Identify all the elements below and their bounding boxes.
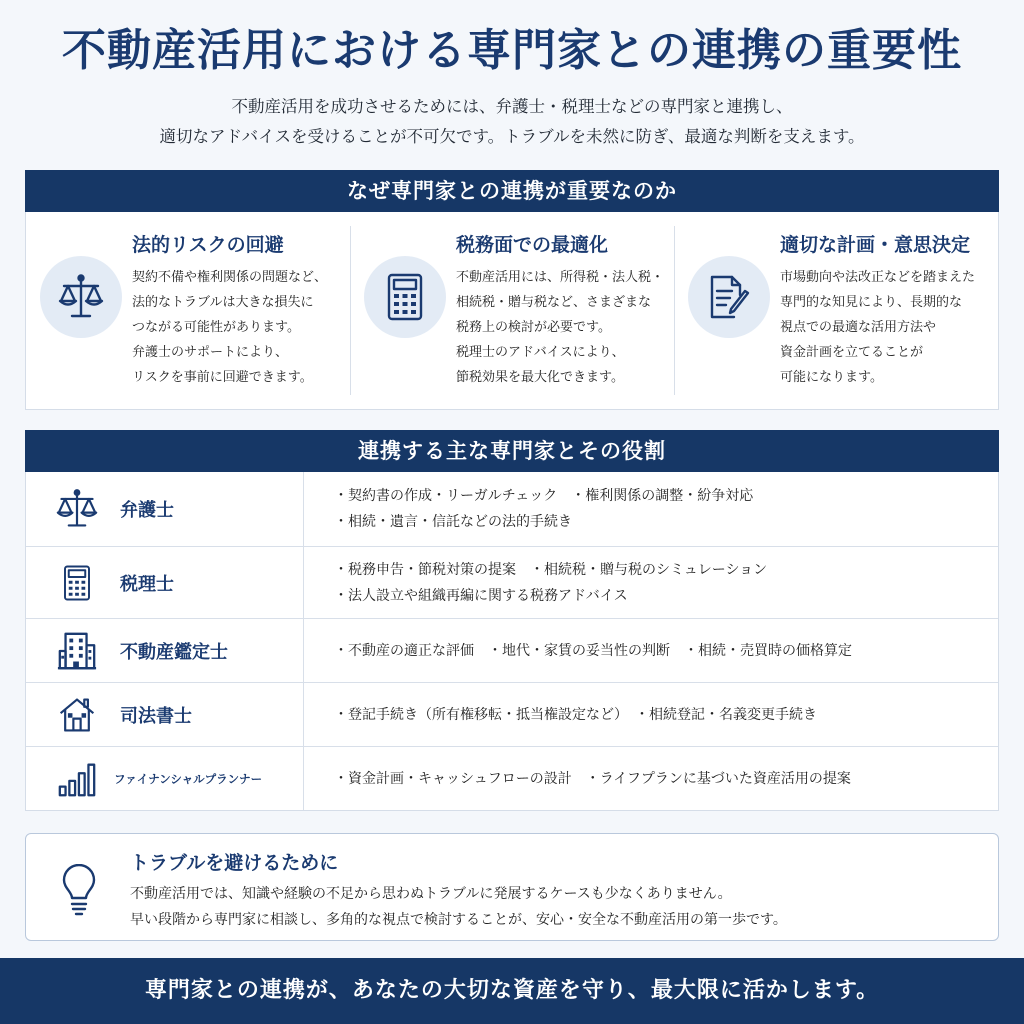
expert-role-line: ・法人設立や組織再編に関する税務アドバイス bbox=[334, 587, 628, 604]
table-row bbox=[26, 546, 998, 618]
why-item-legal bbox=[26, 212, 350, 409]
tip-line: 不動産活用では、知識や経験の不足から思わぬトラブルに発展するケースも少なくありません。 bbox=[130, 886, 732, 902]
tip-line: 早い段階から専門家に相談し、多角的な視点で検討することが、安心・安全な不動産活用の第一歩です。 bbox=[130, 912, 787, 928]
expert-label: 弁護士 bbox=[120, 500, 174, 521]
table-row bbox=[26, 618, 998, 682]
why-item-planning bbox=[674, 212, 998, 409]
intro-line: 不動産活用を成功させるためには、弁護士・税理士などの専門家と連携し、 bbox=[231, 97, 793, 116]
why-item-title: 税務面での最適化 bbox=[456, 234, 609, 256]
table-row bbox=[26, 472, 998, 546]
expert-role-line: ・税務申告・節税対策の提案 ・相続税・贈与税のシミュレーション bbox=[334, 561, 768, 578]
expert-label: 税理士 bbox=[120, 573, 174, 595]
calculator-icon bbox=[364, 256, 446, 338]
calculator-icon bbox=[52, 561, 102, 605]
why-item-tax bbox=[350, 212, 674, 409]
table-row bbox=[26, 746, 998, 810]
experts-table bbox=[25, 472, 999, 811]
tip-panel bbox=[25, 833, 999, 941]
why-item-body: 契約不備や権利関係の問題など、 法的なトラブルは大きな損失に つながる可能性があります。 弁護士のサポートにより、 リスクを事前に回避できます。 bbox=[132, 270, 328, 385]
scales-icon bbox=[52, 487, 102, 531]
why-item-body: 市場動向や法改正などを踏まえた 専門的な知見により、長期的な 視点での最適な活用方法や 資金計画を立てることが 可能になります。 bbox=[780, 270, 976, 385]
why-panel bbox=[25, 212, 999, 410]
expert-label: 不動産鑑定士 bbox=[120, 641, 228, 663]
expert-role-line: ・不動産の適正な評価 ・地代・家賃の妥当性の判断 ・相続・売買時の価格算定 bbox=[334, 642, 852, 659]
intro-line: 適切なアドバイスを受けることが不可欠です。トラブルを未然に防ぎ、最適な判断を支えます。 bbox=[159, 127, 865, 146]
expert-role-line: ・契約書の作成・リーガルチェック ・権利関係の調整・紛争対応 bbox=[334, 488, 754, 504]
why-item-title: 法的リスクの回避 bbox=[132, 234, 284, 256]
table-row bbox=[26, 682, 998, 746]
why-section-heading: なぜ専門家との連携が重要なのか bbox=[25, 170, 999, 212]
experts-section-heading: 連携する主な専門家とその役割 bbox=[25, 430, 999, 472]
scales-icon bbox=[40, 256, 122, 338]
page-title: 不動産活用における専門家との連携の重要性 bbox=[62, 25, 962, 76]
expert-role-line: ・資金計画・キャッシュフローの設計 ・ライフプランに基づいた資産活用の提案 bbox=[334, 770, 851, 787]
why-item-title: 適切な計画・意思決定 bbox=[780, 234, 971, 256]
bar-chart-icon bbox=[52, 757, 102, 801]
lightbulb-icon bbox=[60, 864, 110, 940]
expert-role-line: ・相続・遺言・信託などの法的手続き bbox=[334, 514, 572, 530]
tip-title: トラブルを避けるために bbox=[130, 852, 339, 874]
house-icon bbox=[52, 693, 102, 737]
document-pen-icon bbox=[688, 256, 770, 338]
intro-text bbox=[0, 92, 1024, 152]
why-item-body: 不動産活用には、所得税・法人税・ 相続税・贈与税など、さまざまな 税務上の検討が必要です。 税理士のアドバイスにより、 節税効果を最大化できます。 bbox=[456, 270, 665, 385]
building-icon bbox=[52, 629, 102, 673]
footer-banner: 専門家との連携が、あなたの大切な資産を守り、最大限に活かします。 bbox=[0, 958, 1024, 1024]
expert-label: ファイナンシャルプランナー bbox=[114, 771, 263, 786]
expert-role-line: ・登記手続き（所有権移転・抵当権設定など） ・相続登記・名義変更手続き bbox=[334, 706, 817, 723]
expert-label: 司法書士 bbox=[120, 705, 192, 727]
